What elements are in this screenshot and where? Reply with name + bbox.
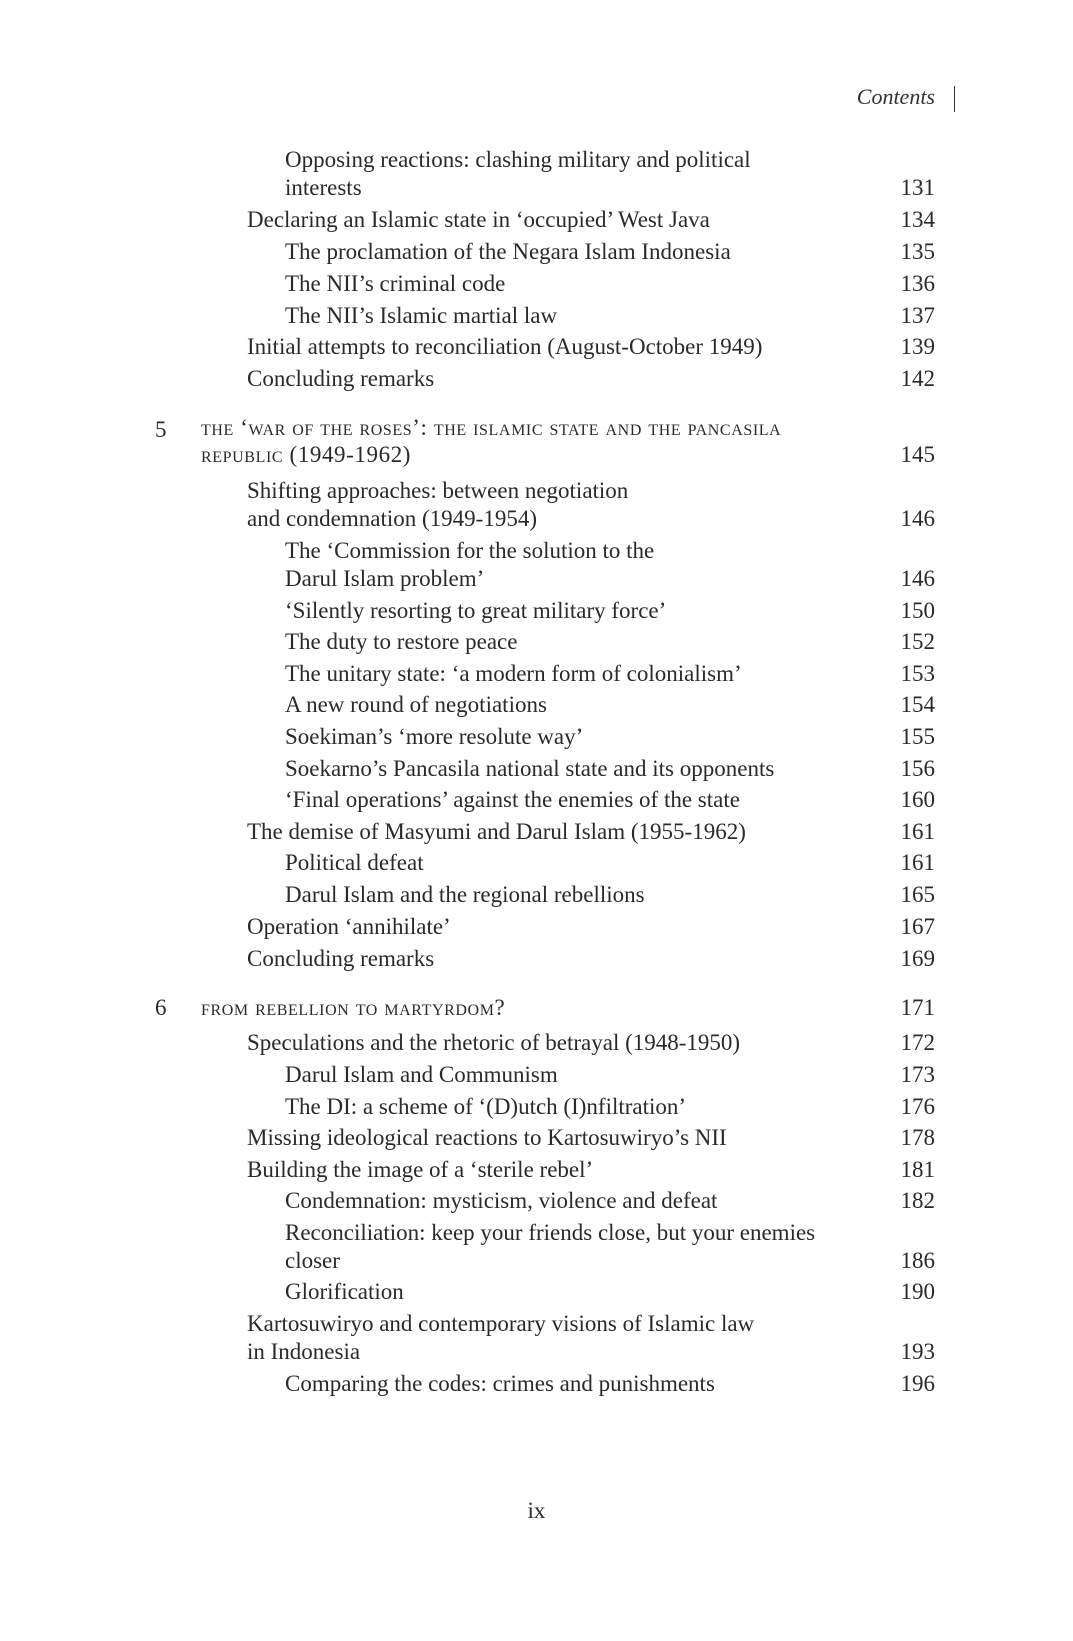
toc-page-number: 155	[900, 724, 935, 749]
chapter-number: 5	[155, 417, 167, 442]
toc-page-number: 193	[900, 1339, 935, 1364]
toc-entry: The demise of Masyumi and Darul Islam (1955-1962)	[247, 819, 746, 844]
toc-entry: and condemnation (1949-1954)	[247, 506, 537, 531]
toc-page-number: 176	[900, 1094, 935, 1119]
toc-entry: ‘Final operations’ against the enemies of the state	[285, 787, 740, 812]
chapter-page-number: 145	[900, 442, 935, 467]
toc-page-number: 146	[900, 566, 935, 591]
toc-entry: The duty to restore peace	[285, 629, 518, 654]
toc-page-number: 135	[900, 239, 935, 264]
toc-entry: in Indonesia	[247, 1339, 361, 1364]
toc-entry: Comparing the codes: crimes and punishments	[285, 1371, 715, 1396]
toc-entry: Political defeat	[285, 850, 424, 875]
chapter-number: 6	[155, 995, 167, 1020]
toc-entry: Shifting approaches: between negotiation	[247, 478, 629, 503]
toc-page-number: 136	[900, 271, 935, 296]
toc-entry: The DI: a scheme of ‘(D)utch (I)nfiltration’	[285, 1094, 687, 1119]
toc-entry: Initial attempts to reconciliation (August-October 1949)	[247, 334, 763, 359]
toc-entry: The ‘Commission for the solution to the	[285, 538, 655, 563]
running-head-title: Contents	[856, 84, 935, 109]
toc-entry: Concluding remarks	[247, 366, 435, 391]
toc-entry: Soekarno’s Pancasila national state and its opponents	[285, 756, 775, 781]
toc-entry: Darul Islam and the regional rebellions	[285, 882, 645, 907]
toc-page-number: 134	[900, 207, 935, 232]
toc-entry: The NII’s Islamic martial law	[285, 303, 558, 328]
toc-entry: Condemnation: mysticism, violence and defeat	[285, 1188, 718, 1213]
toc-entry: Opposing reactions: clashing military and political	[285, 147, 751, 172]
toc-page-number: 161	[900, 819, 935, 844]
toc-entry: Darul Islam problem’	[285, 566, 485, 591]
toc-page-number: 131	[900, 175, 935, 200]
chapter-page-number: 171	[900, 995, 935, 1020]
toc-page-number: 165	[900, 882, 935, 907]
toc-page-number: 154	[900, 692, 935, 717]
toc-page-number: 160	[900, 787, 935, 812]
toc-entry: Declaring an Islamic state in ‘occupied’ West Java	[247, 207, 710, 232]
toc-page-number: 178	[900, 1125, 935, 1150]
toc-page-number: 181	[900, 1157, 935, 1182]
chapter-title: republic (1949-1962)	[201, 442, 412, 467]
toc-page-number: 139	[900, 334, 935, 359]
toc-entry: The proclamation of the Negara Islam Indonesia	[285, 239, 731, 264]
toc-page-number: 150	[900, 598, 935, 623]
chapter-title: from rebellion to martyrdom?	[201, 995, 506, 1020]
toc-page-number: 172	[900, 1030, 935, 1055]
chapter-title: the ‘war of the roses’: the islamic state and the pancasila	[201, 415, 782, 440]
toc-entry: The NII’s criminal code	[285, 271, 506, 296]
toc-entry: Building the image of a ‘sterile rebel’	[247, 1157, 594, 1182]
toc-entry: ‘Silently resorting to great military force’	[285, 598, 667, 623]
toc-page-number: 146	[900, 506, 935, 531]
toc-entry: Kartosuwiryo and contemporary visions of Islamic law	[247, 1311, 755, 1336]
toc-entry: A new round of negotiations	[285, 692, 547, 717]
toc-page-number: 137	[900, 303, 935, 328]
toc-page-number: 152	[900, 629, 935, 654]
toc-page-number: 182	[900, 1188, 935, 1213]
toc-page-number: 142	[900, 366, 935, 391]
toc-entry: Speculations and the rhetoric of betrayal (1948-1950)	[247, 1030, 741, 1055]
toc-page-number: 161	[900, 850, 935, 875]
toc-entry: interests	[285, 175, 362, 200]
toc-entry: Missing ideological reactions to Kartosuwiryo’s NII	[247, 1125, 727, 1150]
toc-entry: Concluding remarks	[247, 946, 435, 971]
toc-entry: Darul Islam and Communism	[285, 1062, 558, 1087]
toc-page-number: 186	[900, 1248, 935, 1273]
toc-page-number: 167	[900, 914, 935, 939]
toc-page-number: 196	[900, 1371, 935, 1396]
toc-entry: The unitary state: ‘a modern form of colonialism’	[285, 661, 742, 686]
toc-page-number: 169	[900, 946, 935, 971]
page-folio: ix	[527, 1498, 546, 1523]
toc-page-number: 173	[900, 1062, 935, 1087]
toc-page-number: 190	[900, 1279, 935, 1304]
toc-entry: Reconciliation: keep your friends close, but your enemies	[285, 1220, 816, 1245]
toc-entry: Glorification	[285, 1279, 404, 1304]
toc-entry: closer	[285, 1248, 340, 1273]
toc-entry: Soekiman’s ‘more resolute way’	[285, 724, 584, 749]
toc-page-number: 156	[900, 756, 935, 781]
toc-page-number: 153	[900, 661, 935, 686]
toc-entry: Operation ‘annihilate’	[247, 914, 451, 939]
